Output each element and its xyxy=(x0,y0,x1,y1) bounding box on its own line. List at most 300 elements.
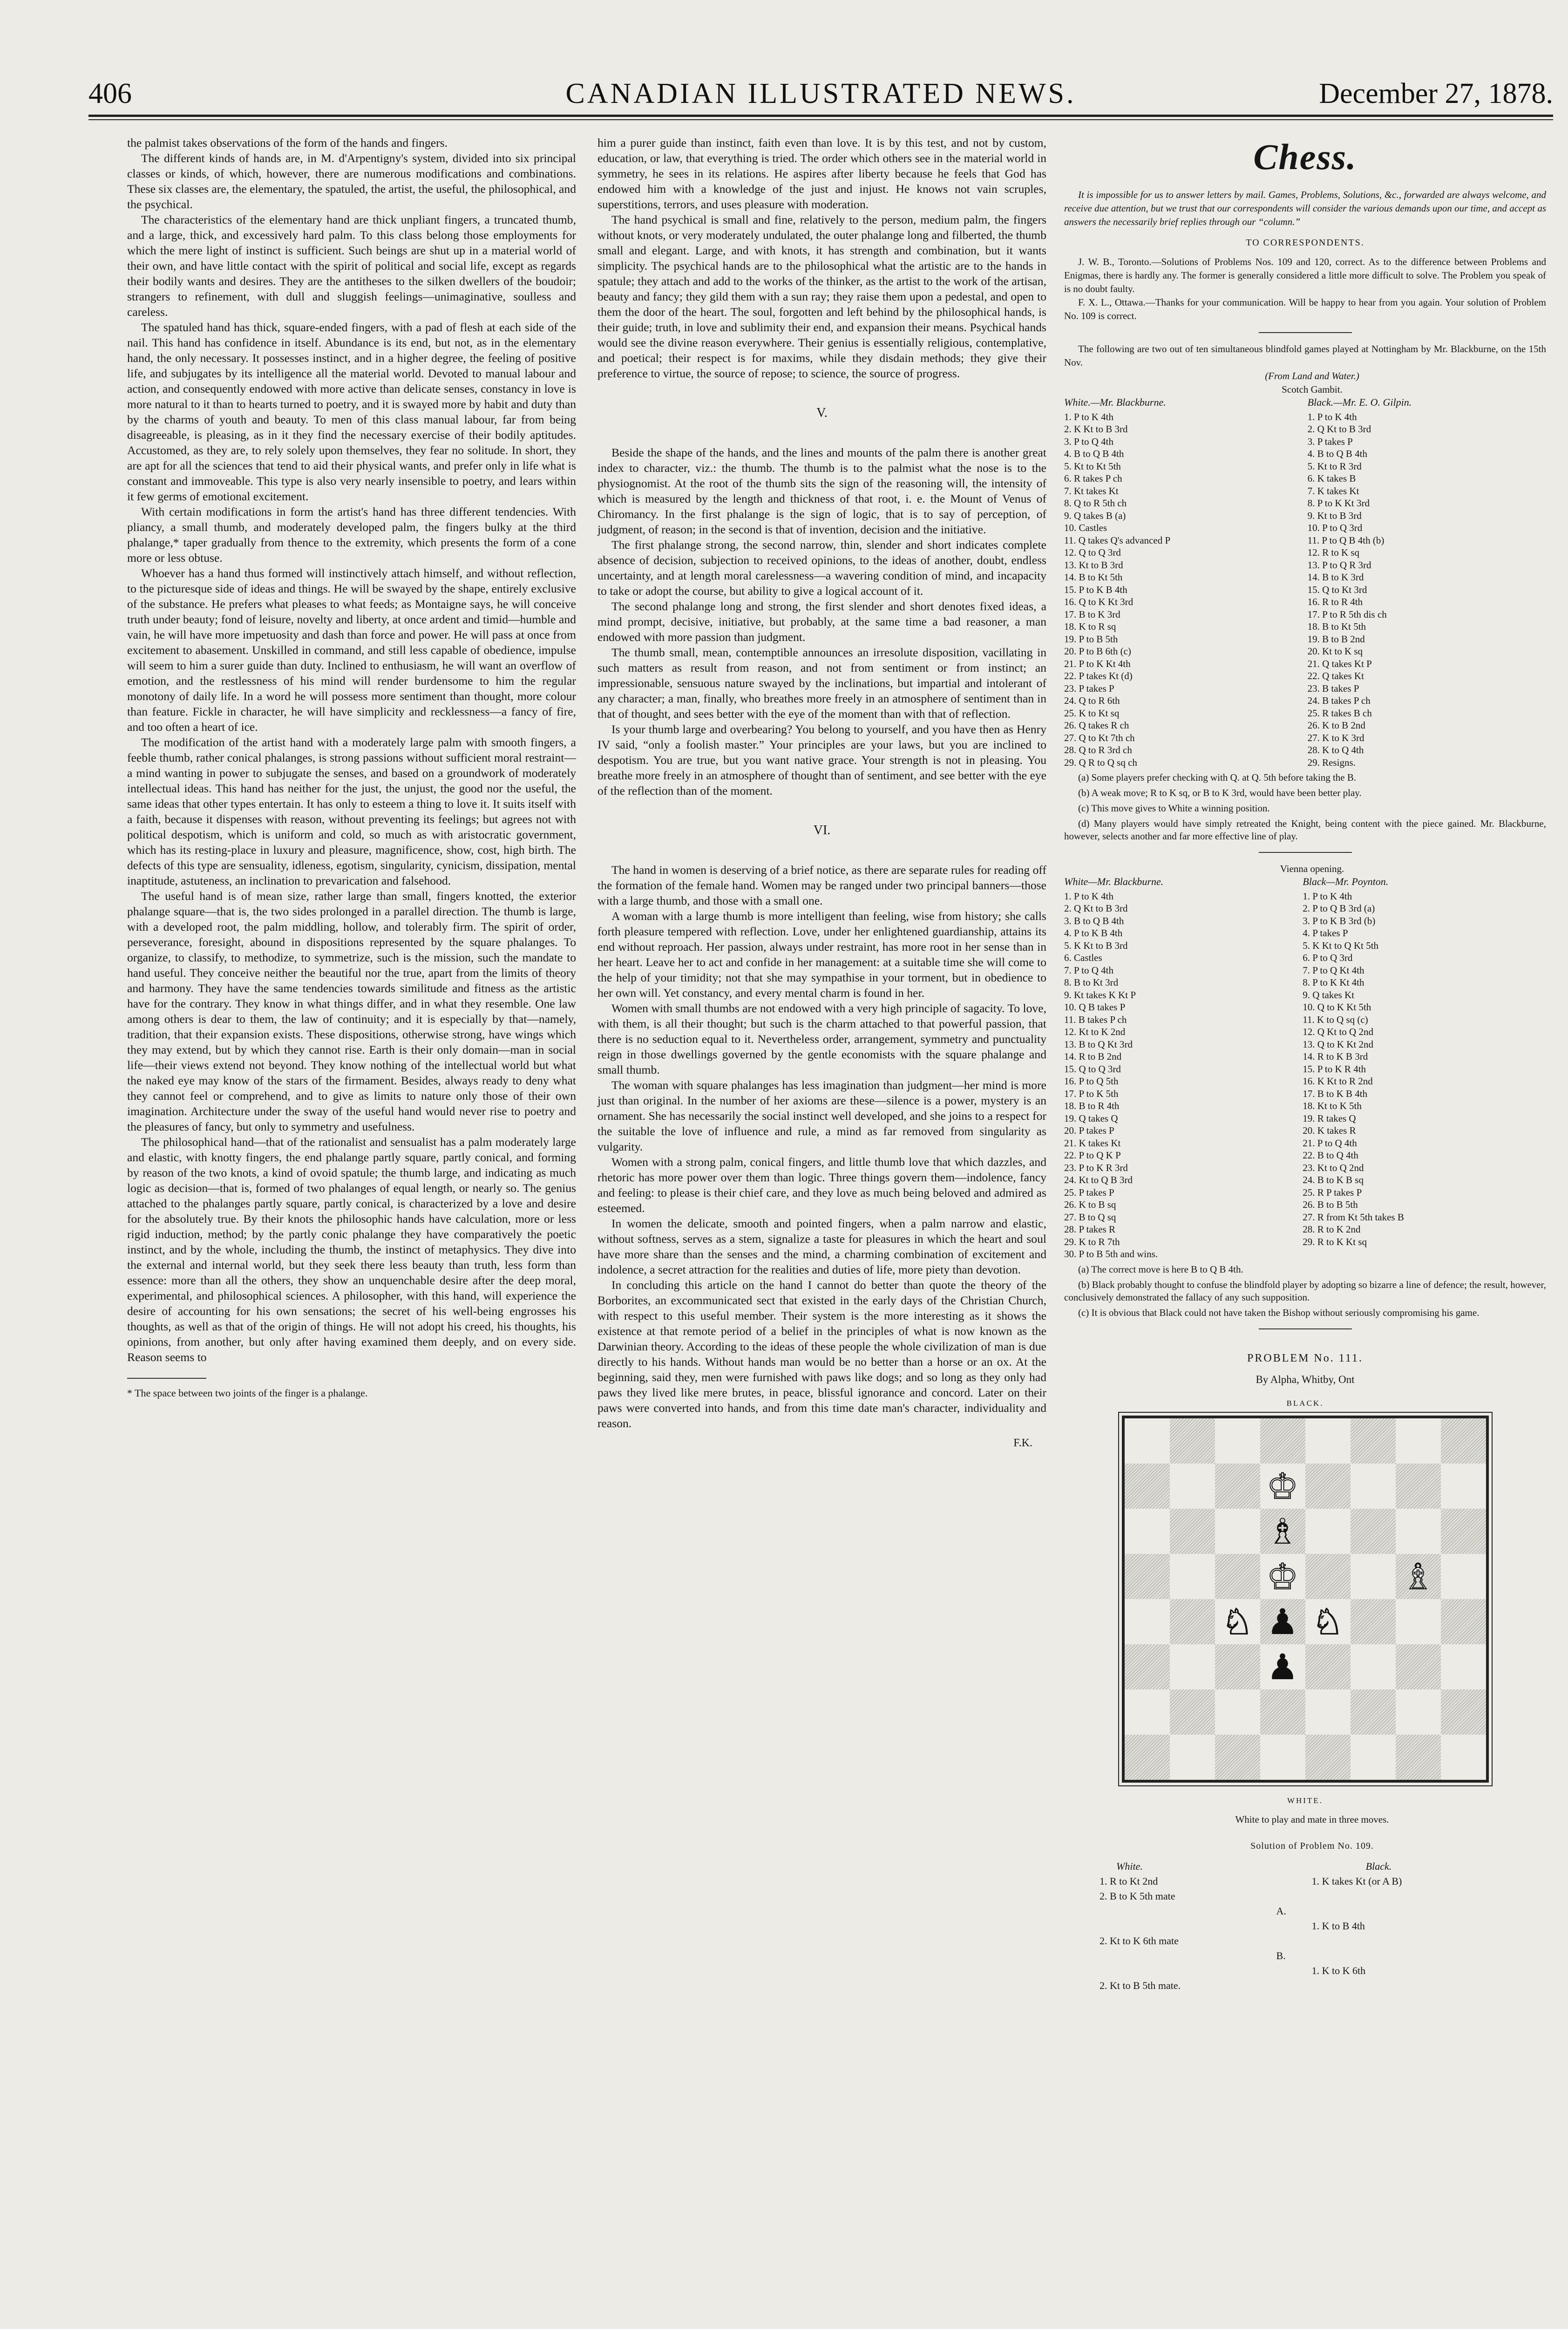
footnote: * The space between two joints of the finger is a phalange. xyxy=(127,1387,368,1399)
black-move: 29. R to K Kt sq xyxy=(1303,1236,1367,1247)
move-row xyxy=(1064,756,1546,769)
chess-heading: Chess. xyxy=(1253,136,1357,177)
solution-move: 1. R to Kt 2nd xyxy=(1100,1875,1158,1887)
paragraph: The thumb small, mean, contemptible announces an irresolute disposition, vacillating in such matters as result from reason, and not from sentiment or from instinct; an impressionable, sensuous nature swayed by the inclinations, but impartial and intolerant of any character; a man, finally, who breathes more freely in an atmosphere of sentiment than in that of thought, and sees better with the eye of the moment than with that of reflection. xyxy=(597,646,1046,721)
white-move: 11. B takes P ch xyxy=(1064,1014,1127,1025)
board-black-label: BLACK. xyxy=(1286,1398,1324,1408)
board-square xyxy=(1305,1735,1351,1780)
board-square xyxy=(1396,1644,1441,1689)
black-move: 4. B to Q B 4th xyxy=(1307,448,1367,459)
game-note: (a) Some players prefer checking with Q. at Q. 5th before taking the B. xyxy=(1078,772,1357,783)
black-move: 19. R takes Q xyxy=(1303,1112,1356,1124)
board-square xyxy=(1215,1644,1260,1689)
white-move: 16. Q to K Kt 3rd xyxy=(1064,596,1134,607)
move-row xyxy=(1064,1014,1546,1026)
black-move: 5. Kt to R 3rd xyxy=(1307,460,1362,472)
white-move: 29. K to R 7th xyxy=(1064,1236,1120,1247)
move-row xyxy=(1064,744,1546,756)
board-square xyxy=(1441,1644,1486,1689)
move-row xyxy=(1064,964,1546,977)
board-square xyxy=(1396,1689,1441,1735)
section-heading-vi: VI. xyxy=(813,823,831,838)
board-square xyxy=(1125,1644,1170,1689)
move-row xyxy=(1064,1236,1546,1248)
divider xyxy=(1259,332,1352,333)
board-square xyxy=(1396,1418,1441,1464)
board-square xyxy=(1170,1464,1215,1509)
black-move: 16. R to R 4th xyxy=(1307,596,1363,607)
board-square xyxy=(1260,1689,1305,1735)
board-square xyxy=(1396,1464,1441,1509)
white-move: 25. K to Kt sq xyxy=(1064,707,1120,719)
move-row xyxy=(1064,571,1546,584)
board-square xyxy=(1215,1554,1260,1599)
board-square xyxy=(1125,1689,1170,1735)
move-row xyxy=(1064,915,1546,927)
black-move: 23. B takes P xyxy=(1307,682,1359,694)
black-move: 24. B takes P ch xyxy=(1307,695,1371,706)
game-note: (d) Many players would have simply retreated the Knight, being content with the piece gained. Mr. Blackburne, however, selects another and far more effective line of play. xyxy=(1064,818,1546,842)
black-move: 20. Kt to K sq xyxy=(1307,646,1363,657)
paragraph: Beside the shape of the hands, and the lines and mounts of the palm there is another great index to character, viz.: the thumb. The thumb is to the palmist what the nose is to the physiognomist. At the root of the thumb sits the sign of the reasoning will, the intensity of which is measured by the length and thickness of that root, i. e. the Mount of Venus of Chiromancy. In the first phalange is the sign of logic, that is to say of perception, of judgment, of reason; in the second is that of invention, decision and the initiative. xyxy=(597,446,1046,536)
white-move: 20. P to B 6th (c) xyxy=(1064,646,1131,657)
board-square xyxy=(1441,1509,1486,1554)
white-move: 22. P takes Kt (d) xyxy=(1064,670,1133,681)
white-knight-piece: ♘ xyxy=(1221,1600,1254,1642)
white-move: 7. P to Q 4th xyxy=(1064,964,1113,976)
paragraph: The second phalange long and strong, the first slender and short denotes fixed ideas, a mind prompt, decisive, initiative, but probably, at the same time a bad reasoner, a man endowed with more passion than judgment. xyxy=(597,599,1046,644)
board-square xyxy=(1215,1509,1260,1554)
black-move: 28. K to Q 4th xyxy=(1307,744,1364,756)
black-move: 1. P to K 4th xyxy=(1307,411,1357,422)
board-square xyxy=(1215,1464,1260,1509)
board-square xyxy=(1215,1418,1260,1464)
black-move: 2. Q Kt to B 3rd xyxy=(1307,423,1371,435)
move-row xyxy=(1064,1088,1546,1100)
game-note: (b) A weak move; R to K sq, or B to K 3rd, would have been better play. xyxy=(1078,787,1362,798)
black-move: 6. K takes B xyxy=(1307,473,1356,484)
white-move: 15. P to K B 4th xyxy=(1064,584,1127,595)
white-move: 29. Q R to Q sq ch xyxy=(1064,756,1137,768)
board-square xyxy=(1125,1509,1170,1554)
board-white-label: WHITE. xyxy=(1287,1796,1323,1805)
move-row xyxy=(1064,1248,1546,1260)
move-row xyxy=(1064,1100,1546,1112)
board-square xyxy=(1215,1689,1260,1735)
paragraph: The hand in women is deserving of a brief notice, as there are separate rules for reading off the formation of the female hand. Women may be ranged under two principal banners—those with a large thumb, and those with a small one. xyxy=(597,863,1046,907)
black-move: 16. K Kt to R 2nd xyxy=(1303,1076,1373,1087)
paragraph: The woman with square phalanges has less imagination than judgment—her mind is more just than original. In the number of her axioms are these—silence is a power, mystery is an ornament. She has necessarily the social instinct well developed, and she joins to a respect for the suitable the love of influence and rule, a mind as far removed from singularity as vulgarity. xyxy=(597,1078,1046,1153)
game2-opening: Vienna opening. xyxy=(1280,863,1344,874)
board-square xyxy=(1351,1599,1396,1644)
white-move: 27. Q to Kt 7th ch xyxy=(1064,732,1135,743)
move-row xyxy=(1064,695,1546,707)
black-move: 12. Q Kt to Q 2nd xyxy=(1303,1026,1373,1037)
column-palmistry-1 xyxy=(127,135,576,2329)
white-move: 11. Q takes Q's advanced P xyxy=(1064,534,1171,546)
correspondent-reply: J. W. B., Toronto.—Solutions of Problems Nos. 109 and 120, correct. As to the difference between Problems and Enigmas, there is hardly any. The former is generally considered a little more difficult to solve. The Problem you speak of is no doubt faulty. xyxy=(1064,256,1546,294)
white-move: 13. Kt to B 3rd xyxy=(1064,559,1123,571)
white-move: 3. P to Q 4th xyxy=(1064,436,1113,447)
white-move: 9. Q takes B (a) xyxy=(1064,510,1126,521)
white-move: 20. P takes P xyxy=(1064,1125,1114,1136)
white-move: 7. Kt takes Kt xyxy=(1064,485,1119,497)
black-move: 15. Q to Kt 3rd xyxy=(1307,584,1367,595)
section-heading-v: V. xyxy=(816,406,828,420)
black-move: 3. P to K B 3rd (b) xyxy=(1303,915,1376,926)
board-square xyxy=(1305,1464,1351,1509)
chess-notice: It is impossible for us to answer letters by mail. Games, Problems, Solutions, &c., forwarded are always welcome, and receive due attention, but we trust that our correspondents will consider the various demands upon our time, and accept as answers the necessarily brief replies through our “column.” xyxy=(1064,189,1546,227)
white-move: 14. R to B 2nd xyxy=(1064,1051,1122,1062)
header-rule-thick xyxy=(88,115,1553,117)
white-move: 9. Kt takes K Kt P xyxy=(1064,989,1136,1001)
board-square xyxy=(1170,1554,1215,1599)
paragraph: In women the delicate, smooth and pointed fingers, when a palm narrow and elastic, without softness, serves as a stem, signalize a taste for pleasures in which the heart and soul have more share than the senses and the mind, a charming combination of excitement and indolence, a secret attraction for the realities and duties of life, more piety than devotion. xyxy=(597,1217,1046,1276)
white-move: 8. B to Kt 3rd xyxy=(1064,977,1119,988)
white-move: 28. Q to R 3rd ch xyxy=(1064,744,1132,756)
footnote-rule xyxy=(127,1378,206,1379)
board-square xyxy=(1351,1689,1396,1735)
move-row xyxy=(1064,411,1546,423)
white-move: 8. Q to R 5th ch xyxy=(1064,497,1127,509)
paragraph: The useful hand is of mean size, rather large than small, fingers knotted, the exterior phalange square—that is, the two sides prolonged in a parallel direction. The thumb is large, with a developed root, the palm middling, hollow, and tolerably firm. The spirit of order, perseverance, foresight, abound in dispositions represented by the square phalanges. To organize, to classify, to methodize, to symmetrize, such is the mission, such the mandate to hand useful. They conceive neither the beautiful nor the true, apart from the limits of theory and harmony. They have the same tendencies towards similitude and fitness as the artistic have for the contrary. They know in what things differ, and in what they resemble. One law among others is dear to them, the law of continuity; and it is especially by that—namely, tradition, that their expansion exists. These dispositions, otherwise strong, have wings which they may extend, but by which they cannot rise. Earth is their only domain—man in social life—their views extend not beyond. They know nothing of the intellectual world but what the naked eye may know of the stars of the firmament. Besides, always ready to deny what they cannot feel or comprehend, and to give as limits to nature only those of their own imagination. Architecture under the sway of the useful hand would never rise to poetry and the pleasures of fancy, but only to symmetry and usefulness. xyxy=(127,889,576,1133)
board-square xyxy=(1351,1554,1396,1599)
board-square xyxy=(1441,1464,1486,1509)
paragraph: With certain modifications in form the artist's hand has three different tendencies. With pliancy, a small thumb, and moderately developed palm, the fingers bulky at the third phalange,* taper gradually from thence to the extremity, which presents the form of a cone more or less obtuse. xyxy=(127,505,576,565)
move-row xyxy=(1064,902,1546,915)
board-square xyxy=(1396,1509,1441,1554)
board-square xyxy=(1351,1735,1396,1780)
white-move: 5. Kt to Kt 5th xyxy=(1064,460,1121,472)
move-row xyxy=(1064,423,1546,436)
white-king-piece: ♔ xyxy=(1266,1555,1299,1597)
black-pawn-piece: ♟ xyxy=(1266,1600,1299,1642)
white-move: 26. K to B sq xyxy=(1064,1199,1116,1210)
paragraph: Whoever has a hand thus formed will instinctively attach himself, and without reflection, to the picturesque side of ideas and things. He will be swayed by the shape, entirely exclusive of the substance. He prefers what pleases to what feeds; as Montaigne says, he will conceive truth under beauty; fond of leisure, novelty and liberty, at once ardent and timid—humble and vain, he will have more impetuosity and dash than force and power. He will pass at once from excitement to abasement. Unskilled in command, and still less capable of obedience, impulse will seem to him a surer guide than duty. Inclined to enthusiasm, he will want an overflow of emotion, and the restlessness of his mind will render burdensome to him the regular monotony of daily life. In a word he will possess more sentiment than thought, more colour than feature. Fickle in character, he will have simplicity and recklessness—a fancy of fire, and too often a heart of ice. xyxy=(127,566,576,734)
paragraph: The different kinds of hands are, in M. d'Arpentigny's system, divided into six principal classes or kinds, of which, however, there are numerous modifications and combinations. These six classes are, the elementary, the spatuled, the artist, the useful, the philosophical, and the psychical. xyxy=(127,151,576,211)
white-move: 18. B to R 4th xyxy=(1064,1100,1120,1111)
black-move: 2. P to Q B 3rd (a) xyxy=(1303,903,1375,914)
white-move: 17. P to K 5th xyxy=(1064,1088,1119,1099)
move-row xyxy=(1064,707,1546,720)
move-row xyxy=(1064,620,1546,633)
black-move: 18. Kt to K 5th xyxy=(1303,1100,1362,1111)
newspaper-title: CANADIAN ILLUSTRATED NEWS. xyxy=(565,78,1076,109)
solution-move: 1. K takes Kt (or A B) xyxy=(1311,1875,1402,1887)
board-square xyxy=(1396,1599,1441,1644)
move-row xyxy=(1064,1063,1546,1076)
game-note: (c) It is obvious that Black could not have taken the Bishop without seriously compromising his game. xyxy=(1078,1307,1480,1318)
games-source: (From Land and Water.) xyxy=(1265,370,1359,381)
white-knight-piece: ♘ xyxy=(1311,1600,1344,1642)
board-square xyxy=(1305,1644,1351,1689)
board-square xyxy=(1305,1554,1351,1599)
move-row xyxy=(1064,719,1546,732)
move-row xyxy=(1064,497,1546,510)
black-move: 20. K takes R xyxy=(1303,1125,1356,1136)
black-move: 26. B to B 5th xyxy=(1303,1199,1358,1210)
white-move: 30. P to B 5th and wins. xyxy=(1064,1248,1158,1260)
black-move: 13. Q to K Kt 2nd xyxy=(1303,1038,1373,1050)
black-move: 1. P to K 4th xyxy=(1303,890,1352,902)
black-move xyxy=(1303,1248,1546,1260)
chess-problem-board xyxy=(1122,1416,1489,1783)
white-move: 23. P takes P xyxy=(1064,682,1114,694)
white-move: 5. K Kt to B 3rd xyxy=(1064,940,1128,951)
paragraph: Is your thumb large and overbearing? You belong to yourself, and you have then as Henry IV said, “only a foolish master.” Your principles are your laws, but you are inclined to despotism. You are true, but you want native grace. Your strength is not in pleasing. You breathe more freely in an atmosphere of thought than of sentiment, and see better with the eye of the reflection than of the moment. xyxy=(597,722,1046,797)
move-row xyxy=(1064,976,1546,989)
black-move: 15. P to K R 4th xyxy=(1303,1063,1366,1075)
black-move: 8. P to K Kt 3rd xyxy=(1307,497,1370,509)
board-square xyxy=(1170,1644,1215,1689)
move-row xyxy=(1064,546,1546,559)
solution-move: 2. Kt to K 6th mate xyxy=(1100,1934,1179,1947)
paragraph: The spatuled hand has thick, square-ended fingers, with a pad of flesh at each side of the nail. This hand has confidence in itself. Abundance is its end, but not, as in the elementary hand, the only necessary. It possesses instinct, and in a higher degree, the feeling of positive life, and subjugates by its intelligence all the material world. Devoted to manual labour and action, and consequently endowed with more active than delicate senses, constancy in love is more natural to it than to hearts turned to poetry, and it is swayed more by habit and duty than by the charms of youth and beauty. To men of this class manual labour, far from being disagreeable, is pleasing, as in it they find the necessary exercise of their bodily aptitudes. Accustomed, as they are, to rely solely upon themselves, they fear no solitude. In short, they are apt for all the sciences that tend to aid their physical wants, and prefer only in life what is constant and immoveable. This type is also very nearly insensible to poetry, and lears within it few germs of emotional excitement. xyxy=(127,320,576,503)
board-square xyxy=(1441,1554,1486,1599)
chess-column xyxy=(1064,135,1546,1994)
paragraph: The modification of the artist hand with a moderately large palm with smooth fingers, a feeble thumb, rather conical phalanges, is strong passions without sufficient moral restraint—a mind wanting in power to subjugate the senses, and based on a groundwork of moderately intellectual ideas. This hand has neither for the just, the unjust, the good nor the useful, the same ideas that other types entertain. It has only to esteem a thing to love it. It suits itself with a faith, because it dispenses with reason, without preventing its feelings; but agrees not with political despotism, which is uniform and cold, so much as with aristocratic government, which has its resting-place in luxury and pleasure, magnificence, show, cost, high birth. The defects of this type are sensuality, idleness, egotism, singularity, cynicism, dissipation, mental inaptitude, astuteness, an inclination to prevarication and falsehood. xyxy=(127,735,576,887)
black-move: 21. P to Q 4th xyxy=(1303,1137,1357,1149)
solution-white-header: White. xyxy=(1116,1860,1143,1872)
white-move: 25. P takes P xyxy=(1064,1186,1114,1198)
page-header xyxy=(88,77,1553,110)
game2-black-header: Black—Mr. Poynton. xyxy=(1303,876,1389,887)
board-square xyxy=(1170,1599,1215,1644)
move-row xyxy=(1064,633,1546,646)
white-move: 23. P to K R 3rd xyxy=(1064,1162,1128,1173)
black-move: 5. K Kt to Q Kt 5th xyxy=(1303,940,1379,951)
black-move: 6. P to Q 3rd xyxy=(1303,952,1353,963)
black-move: 10. P to Q 3rd xyxy=(1307,522,1363,533)
move-row xyxy=(1064,890,1546,903)
white-move: 24. Q to R 6th xyxy=(1064,695,1120,706)
black-move: 22. B to Q 4th xyxy=(1303,1150,1358,1161)
board-square xyxy=(1125,1464,1170,1509)
white-move: 17. B to K 3rd xyxy=(1064,608,1120,620)
header-rule-thin xyxy=(88,119,1553,120)
games-intro: The following are two out of ten simultaneous blindfold games played at Nottingham by Mr. Blackburne, on the 15th Nov. xyxy=(1064,343,1546,368)
black-move: 25. R takes B ch xyxy=(1307,707,1372,719)
white-move: 12. Q to Q 3rd xyxy=(1064,547,1121,558)
move-row xyxy=(1064,1211,1546,1224)
move-row xyxy=(1064,522,1546,534)
solution-move: 1. K to K 6th xyxy=(1311,1964,1366,1976)
black-move: 7. K takes Kt xyxy=(1307,485,1359,497)
board-square xyxy=(1305,1418,1351,1464)
black-move: 17. B to K B 4th xyxy=(1303,1088,1368,1099)
black-move: 24. B to K B sq xyxy=(1303,1174,1364,1185)
board-square xyxy=(1215,1735,1260,1780)
move-row xyxy=(1064,460,1546,473)
move-row xyxy=(1064,1199,1546,1211)
move-row xyxy=(1064,1174,1546,1186)
paragraph: The philosophical hand—that of the rationalist and sensualist has a palm moderately large and elastic, with knotty fingers, the end phalange partly square, partly conical, and forming by reason of the two knots, a kind of ovoid spatule; the thumb large, and indicating as much logic as decision—that is, formed of two phalanges of equal length, or nearly so. The genius attached to the phalanges partly square, partly conical, is characterized by a love and desire for the absolutely true. By their knots the philosophic hands have calculation, more or less rigid induction, method; by the partly conic phalange they have comparatively the poetic instinct, and by the whole, including the thumb, the instinct of metaphysics. They dive into the external and internal world, but they seek there less beauty than truth, less form than essence: more than all the others, they show an unquenchable desire after the deep moral, experimental, and philosophical sciences. A philosopher, with this hand, will experience the desire of accounting for his own sensations; the secret of his well-being engrosses his thoughts, as well as that of the origin of things. He will not adopt his creed, his thoughts, his opinions, from another, but only after having examined them deeply, and on every side. Reason seems to xyxy=(127,1135,576,1364)
black-move: 18. B to Kt 5th xyxy=(1307,621,1366,632)
paragraph: The hand psychical is small and fine, relatively to the person, medium palm, the fingers without knots, or very moderately undulated, the outer phalange long and filberted, the thumb small and elegant. Large, and with knots, it has strength and combination, but it wants simplicity. The psychical hands are to the philosophical what the artistic are to the hands in spatule; they attach and add to the works of the thinker, as the artist to the work of the artisan, beauty and fancy; they gild them with a sun ray; they raise them upon a pedestal, and open to them the door of the heart. The soul, forgotten and left behind by the philosophical hands, is their guide; truth, in love and sublimity their end, and expansion their means. Psychical hands would see the divine reason everywhere. Their genius is essentially religious, contemplative, and poetical; their respect is for maxims, while they disdain methods; they give their preference to virtue, the source of repose; to science, the source of progress. xyxy=(597,213,1046,380)
white-move: 4. P to K B 4th xyxy=(1064,927,1123,939)
black-move: 27. K to K 3rd xyxy=(1307,732,1364,743)
black-move: 7. P to Q Kt 4th xyxy=(1303,964,1364,976)
move-row xyxy=(1064,472,1546,485)
move-row xyxy=(1064,1075,1546,1088)
paragraph: A woman with a large thumb is more intelligent than feeling, wise from history; she calls forth pleasure tempered with reflection. Love, under her enlightened guardianship, attains its end without reproach. Her passion, always under restraint, has more root in her sense than in her heart. Leave her to act and confide in her management: at a suitable time she will come to the help of your timidity; not that she may sympathise in your torment, but in obedience to her own will. Yet constancy, and every mental charm is found in her. xyxy=(597,909,1046,1000)
board-square xyxy=(1351,1464,1396,1509)
move-row xyxy=(1064,732,1546,744)
black-move: 9. Kt to B 3rd xyxy=(1307,510,1362,521)
white-move: 16. P to Q 5th xyxy=(1064,1076,1119,1087)
move-row xyxy=(1064,645,1546,658)
game1-white-header: White.—Mr. Blackburne. xyxy=(1064,396,1166,408)
move-row xyxy=(1064,1162,1546,1174)
board-square xyxy=(1351,1418,1396,1464)
move-row xyxy=(1064,596,1546,608)
author-signature: F.K. xyxy=(1013,1437,1032,1449)
white-move: 4. B to Q B 4th xyxy=(1064,448,1124,459)
white-move: 14. B to Kt 5th xyxy=(1064,572,1123,583)
white-move: 28. P takes R xyxy=(1064,1224,1116,1235)
white-move: 19. Q takes Q xyxy=(1064,1112,1118,1124)
white-move: 1. P to K 4th xyxy=(1064,890,1113,902)
white-move: 21. P to K Kt 4th xyxy=(1064,658,1131,669)
solution-move: 2. Kt to B 5th mate. xyxy=(1100,1979,1181,1991)
paragraph: the palmist takes observations of the form of the hands and fingers. xyxy=(127,136,448,150)
white-move: 18. K to R sq xyxy=(1064,621,1116,632)
correspondent-reply: F. X. L., Ottawa.—Thanks for your communication. Will be happy to hear from you again. Your solution of Problem No. 109 is correct. xyxy=(1064,297,1546,321)
game-note: (c) This move gives to White a winning position. xyxy=(1078,803,1270,814)
board-square xyxy=(1260,1735,1305,1780)
board-square xyxy=(1441,1418,1486,1464)
black-move: 9. Q takes Kt xyxy=(1303,989,1355,1001)
problem-author: By Alpha, Whitby, Ont xyxy=(1256,1373,1355,1385)
white-move: 24. Kt to Q B 3rd xyxy=(1064,1174,1133,1185)
black-move: 22. Q takes Kt xyxy=(1307,670,1364,681)
game-note: (a) The correct move is here B to Q B 4th. xyxy=(1078,1263,1243,1275)
correspondents-heading: TO CORRESPONDENTS. xyxy=(1246,238,1364,248)
move-row xyxy=(1064,436,1546,448)
white-move: 27. B to Q sq xyxy=(1064,1211,1116,1223)
page-number: 406 xyxy=(88,78,132,109)
board-square xyxy=(1351,1644,1396,1689)
white-move: 6. Castles xyxy=(1064,952,1102,963)
board-square xyxy=(1170,1735,1215,1780)
solution-move: 1. K to B 4th xyxy=(1311,1920,1365,1932)
game2-moves-table xyxy=(1064,876,1546,1260)
solution-move: 2. B to K 5th mate xyxy=(1100,1890,1175,1902)
move-row xyxy=(1064,1050,1546,1063)
white-king-piece: ♔ xyxy=(1266,1465,1299,1507)
board-square xyxy=(1125,1418,1170,1464)
move-row xyxy=(1064,989,1546,1001)
white-move: 10. Castles xyxy=(1064,522,1107,533)
white-move: 6. R takes P ch xyxy=(1064,473,1122,484)
solution-title: Solution of Problem No. 109. xyxy=(1250,1840,1374,1851)
black-move: 14. R to K B 3rd xyxy=(1303,1051,1368,1062)
move-row xyxy=(1064,584,1546,596)
white-move: 22. P to Q K P xyxy=(1064,1150,1121,1161)
black-move: 23. Kt to Q 2nd xyxy=(1303,1162,1364,1173)
white-move: 21. K takes Kt xyxy=(1064,1137,1121,1149)
move-row xyxy=(1064,1223,1546,1236)
problem-title: PROBLEM No. 111. xyxy=(1247,1352,1363,1364)
black-move: 4. P takes P xyxy=(1303,927,1348,939)
black-move: 11. K to Q sq (c) xyxy=(1303,1014,1368,1025)
board-square xyxy=(1441,1599,1486,1644)
black-move: 17. P to R 5th dis ch xyxy=(1307,608,1387,620)
solution-variation-label: A. xyxy=(1276,1905,1286,1917)
solution-table xyxy=(1097,1859,1497,1994)
black-move: 10. Q to K Kt 5th xyxy=(1303,1001,1371,1013)
move-row xyxy=(1064,448,1546,460)
board-square xyxy=(1305,1689,1351,1735)
white-move: 2. Q Kt to B 3rd xyxy=(1064,903,1128,914)
game1-black-header: Black.—Mr. E. O. Gilpin. xyxy=(1307,396,1412,408)
white-move: 1. P to K 4th xyxy=(1064,411,1113,422)
move-row xyxy=(1064,510,1546,522)
white-move: 3. B to Q B 4th xyxy=(1064,915,1124,926)
white-move: 13. B to Q Kt 3rd xyxy=(1064,1038,1133,1050)
black-move: 12. R to K sq xyxy=(1307,547,1360,558)
move-row xyxy=(1064,658,1546,670)
white-move: 19. P to B 5th xyxy=(1064,633,1118,645)
black-move: 21. Q takes Kt P xyxy=(1307,658,1372,669)
move-row xyxy=(1064,559,1546,572)
game1-opening: Scotch Gambit. xyxy=(1282,384,1343,395)
move-row xyxy=(1064,1124,1546,1137)
black-move: 25. R P takes P xyxy=(1303,1186,1362,1198)
black-pawn-piece: ♟ xyxy=(1266,1646,1299,1688)
board-square xyxy=(1351,1509,1396,1554)
paragraph: The first phalange strong, the second narrow, thin, slender and short indicates complete absence of decision, subjection to received opinions, to the ideas of another, doubt, endless uncertainty, and at length moral carelessness—a wavering condition of mind, and incapacity to take or adopt the course, but ability to give a logical account of it. xyxy=(597,538,1046,598)
board-square xyxy=(1441,1689,1486,1735)
board-square xyxy=(1170,1509,1215,1554)
move-row xyxy=(1064,940,1546,952)
white-move: 2. K Kt to B 3rd xyxy=(1064,423,1128,435)
move-row xyxy=(1064,1038,1546,1051)
black-move: 29. Resigns. xyxy=(1307,756,1356,768)
move-row xyxy=(1064,1149,1546,1162)
move-row xyxy=(1064,1001,1546,1014)
problem-caption: White to play and mate in three moves. xyxy=(1235,1813,1389,1825)
move-row xyxy=(1064,682,1546,695)
black-move: 13. P to Q R 3rd xyxy=(1307,559,1371,571)
board-square xyxy=(1441,1735,1486,1780)
move-row xyxy=(1064,485,1546,497)
white-move: 26. Q takes R ch xyxy=(1064,720,1129,731)
black-move: 8. P to K Kt 4th xyxy=(1303,977,1364,988)
divider xyxy=(1259,852,1352,853)
white-bishop-piece: ♗ xyxy=(1402,1555,1434,1597)
board-square xyxy=(1170,1418,1215,1464)
board-square xyxy=(1396,1735,1441,1780)
move-row xyxy=(1064,608,1546,621)
divider xyxy=(1259,1328,1352,1329)
game1-moves-table xyxy=(1064,396,1546,769)
black-move: 3. P takes P xyxy=(1307,436,1353,447)
issue-date: December 27, 1878. xyxy=(1319,78,1553,109)
move-row xyxy=(1064,670,1546,682)
column-palmistry-2 xyxy=(597,135,1046,2329)
black-move: 28. R to K 2nd xyxy=(1303,1224,1361,1235)
white-move: 10. Q B takes P xyxy=(1064,1001,1126,1013)
solution-black-header: Black. xyxy=(1365,1860,1392,1872)
board-square xyxy=(1125,1735,1170,1780)
move-row xyxy=(1064,927,1546,940)
solution-variation-label: B. xyxy=(1276,1949,1286,1961)
paragraph: In concluding this article on the hand I cannot do better than quote the theory of the Borborites, an excommunicated sect that existed in the early days of the Christian Church, with respect to this useful member. Their system is the more interesting as it shows the existence at that remote period of a belief in the principles of what is now known as the Darwinian theory. According to the ideas of these people the whole civilization of man is due directly to his hands. Without hands man would be no better than a horse or an ox. At the beginning, said they, men were furnished with paws like dogs; and so long as they only had paws they lived like mere brutes, in peace, blissful ignorance and concord. Later on their paws were converted into hands, and from this time date man's character, individuality and reason. xyxy=(597,1278,1046,1430)
game2-white-header: White—Mr. Blackburne. xyxy=(1064,876,1164,887)
black-move: 19. B to B 2nd xyxy=(1307,633,1365,645)
board-square xyxy=(1170,1689,1215,1735)
